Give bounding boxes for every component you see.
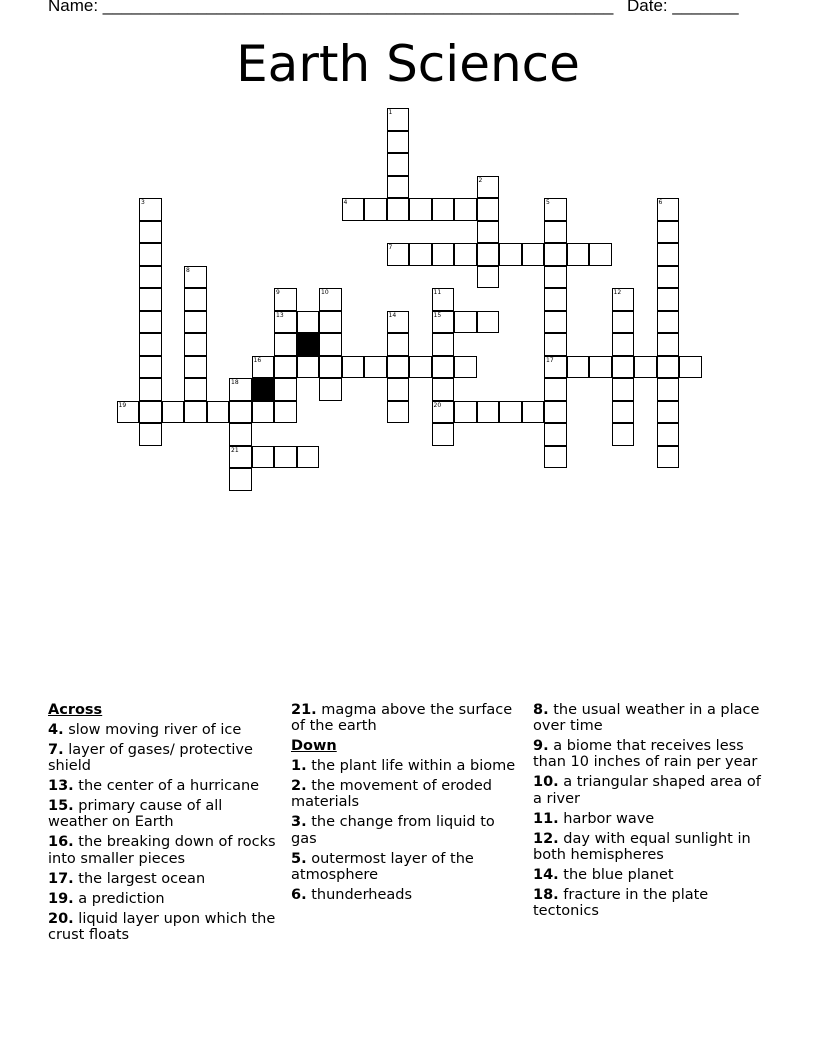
clue-item	[48, 722, 280, 738]
clue-number: 18	[231, 379, 239, 386]
clue-item-text: the blue planet	[558, 866, 674, 883]
grid-cell[interactable]	[544, 333, 567, 356]
grid-cell[interactable]	[432, 333, 455, 356]
grid-cell[interactable]	[544, 401, 567, 424]
grid-cell[interactable]	[432, 311, 455, 334]
grid-cell[interactable]	[387, 198, 410, 221]
clue-item-text: primary cause of all weather on Earth	[48, 798, 223, 831]
clue-item-text: the usual weather in a place over time	[533, 702, 760, 735]
clue-item-number: 12.	[533, 830, 559, 847]
grid-cell[interactable]	[612, 356, 635, 379]
grid-cell[interactable]	[432, 288, 455, 311]
grid-cell[interactable]	[544, 221, 567, 244]
grid-cell[interactable]	[139, 378, 162, 401]
clue-item-number: 16.	[48, 834, 74, 851]
grid-cell[interactable]	[409, 198, 432, 221]
clue-number: 16	[253, 356, 262, 364]
grid-cell[interactable]	[184, 288, 207, 311]
grid-cell[interactable]	[184, 378, 207, 401]
clue-item	[48, 834, 280, 866]
clue-item-text: the center of a hurricane	[73, 778, 260, 795]
grid-cell[interactable]	[297, 446, 320, 469]
grid-cell[interactable]	[184, 333, 207, 356]
clue-item-text: the breaking down of rocks into smaller pieces	[48, 834, 276, 867]
clue-number: 5	[546, 199, 550, 206]
clue-item-text: the movement of eroded materials	[291, 778, 493, 811]
clue-number: 12	[613, 289, 622, 296]
grid-cell[interactable]	[274, 356, 297, 379]
grid-cell[interactable]	[477, 266, 500, 289]
clue-item-number: 18.	[533, 886, 559, 903]
grid-cell[interactable]	[387, 356, 410, 379]
clue-item	[533, 831, 765, 863]
grid-cell[interactable]	[544, 288, 567, 311]
clue-number: 8	[186, 266, 190, 274]
clue-item	[48, 798, 280, 830]
clue-number: 15	[433, 311, 442, 319]
grid-cell[interactable]	[229, 468, 252, 491]
clue-item-number: 5.	[291, 850, 307, 867]
grid-cell[interactable]	[612, 378, 635, 401]
clue-number: 3	[141, 199, 145, 206]
clue-column-2	[291, 702, 523, 907]
clue-item	[291, 814, 523, 846]
clue-column-3	[533, 702, 765, 923]
clue-item-text: a triangular shaped area of a river	[533, 774, 761, 807]
clue-item	[291, 887, 523, 903]
grid-cell[interactable]	[387, 401, 410, 424]
grid-cell[interactable]	[657, 423, 680, 446]
clue-item-number: 13.	[48, 778, 74, 795]
clue-number: 20	[433, 401, 442, 409]
clue-item-number: 21.	[291, 702, 317, 718]
grid-cell[interactable]	[387, 378, 410, 401]
clue-item-text: magma above the surface of the earth	[291, 702, 513, 735]
clue-item	[48, 871, 280, 887]
clue-item-number: 15.	[48, 798, 74, 815]
clue-item-number: 17.	[48, 870, 74, 887]
grid-cell[interactable]	[657, 221, 680, 244]
grid-cell[interactable]	[544, 356, 567, 379]
grid-cell[interactable]	[342, 356, 365, 379]
grid-cell[interactable]	[612, 423, 635, 446]
grid-cell[interactable]	[612, 333, 635, 356]
clue-item-text: layer of gases/ protective shield	[48, 742, 253, 775]
grid-cell[interactable]	[139, 243, 162, 266]
grid-cell[interactable]	[567, 356, 590, 379]
grid-cell[interactable]	[657, 243, 680, 266]
grid-cell[interactable]	[612, 401, 635, 424]
grid-cell[interactable]	[657, 401, 680, 424]
grid-cell[interactable]	[477, 176, 500, 199]
clue-item-number: 6.	[291, 886, 307, 903]
clue-item-number: 3.	[291, 814, 307, 831]
grid-black-cell	[252, 378, 275, 401]
clue-number: 13	[276, 311, 284, 319]
clue-number: 2	[478, 176, 483, 184]
grid-cell[interactable]	[612, 288, 635, 311]
grid-cell[interactable]	[274, 333, 297, 356]
clue-item-number: 4.	[48, 722, 64, 738]
clue-heading-down: Down	[291, 738, 337, 755]
grid-cell[interactable]	[297, 356, 320, 379]
grid-cell[interactable]	[544, 446, 567, 469]
grid-cell[interactable]	[139, 288, 162, 311]
clue-item	[291, 851, 523, 883]
clue-item	[48, 742, 280, 774]
grid-cell[interactable]	[454, 243, 477, 266]
clue-item	[533, 774, 765, 806]
grid-cell[interactable]	[499, 243, 522, 266]
grid-cell[interactable]	[657, 198, 680, 221]
clue-item-number: 14.	[533, 866, 559, 883]
clue-item-number: 10.	[533, 774, 559, 791]
grid-cell[interactable]	[657, 288, 680, 311]
clue-item	[533, 867, 765, 883]
clue-heading-across: Across	[48, 702, 103, 718]
grid-cell[interactable]	[139, 221, 162, 244]
grid-cell[interactable]	[274, 401, 297, 424]
grid-cell[interactable]	[657, 356, 680, 379]
grid-cell[interactable]	[499, 401, 522, 424]
grid-cell[interactable]	[612, 311, 635, 334]
grid-cell[interactable]	[162, 401, 185, 424]
clue-item	[533, 887, 765, 919]
grid-cell[interactable]	[342, 198, 365, 221]
grid-cell[interactable]	[589, 243, 612, 266]
clue-item	[533, 702, 765, 734]
clue-number: 7	[388, 244, 393, 251]
grid-cell[interactable]	[139, 311, 162, 334]
grid-cell[interactable]	[477, 243, 500, 266]
grid-cell[interactable]	[229, 423, 252, 446]
clue-item-number: 7.	[48, 742, 64, 758]
grid-cell[interactable]	[432, 198, 455, 221]
clue-number: 17	[546, 356, 554, 364]
clue-item	[48, 891, 280, 907]
grid-cell[interactable]	[522, 401, 545, 424]
grid-cell[interactable]	[454, 356, 477, 379]
name-field[interactable]: Name: ______________________________________________________	[48, 0, 614, 15]
grid-cell[interactable]	[409, 243, 432, 266]
grid-cell[interactable]	[319, 333, 342, 356]
clue-item	[533, 738, 765, 770]
grid-cell[interactable]	[454, 401, 477, 424]
clue-item-text: day with equal sunlight in both hemispheres	[533, 830, 751, 863]
clue-item-text: liquid layer upon which the crust floats	[48, 910, 276, 943]
clue-item-number: 8.	[533, 702, 549, 718]
grid-cell[interactable]	[274, 288, 297, 311]
clue-item-number: 1.	[291, 758, 307, 775]
grid-cell[interactable]	[454, 198, 477, 221]
grid-cell[interactable]	[274, 311, 297, 334]
grid-black-cell	[297, 333, 320, 356]
grid-cell[interactable]	[139, 198, 162, 221]
clue-item	[291, 702, 523, 734]
grid-cell[interactable]	[657, 446, 680, 469]
grid-cell[interactable]	[139, 401, 162, 424]
grid-cell[interactable]	[297, 311, 320, 334]
grid-cell[interactable]	[252, 446, 275, 469]
clue-item-text: the largest ocean	[73, 870, 206, 887]
grid-cell[interactable]	[184, 311, 207, 334]
grid-cell[interactable]	[409, 356, 432, 379]
grid-cell[interactable]	[477, 221, 500, 244]
grid-cell[interactable]	[387, 131, 410, 154]
grid-cell[interactable]	[364, 198, 387, 221]
clue-number: 19	[118, 401, 127, 409]
clue-number: 1	[388, 109, 393, 116]
grid-cell[interactable]	[117, 401, 140, 424]
grid-cell[interactable]	[432, 401, 455, 424]
grid-cell[interactable]	[387, 176, 410, 199]
grid-cell[interactable]	[364, 356, 387, 379]
clue-item-number: 9.	[533, 738, 549, 755]
grid-cell[interactable]	[387, 243, 410, 266]
grid-cell[interactable]	[657, 333, 680, 356]
clue-item-text: the change from liquid to gas	[291, 814, 495, 847]
grid-cell[interactable]	[679, 356, 702, 379]
grid-cell[interactable]	[207, 401, 230, 424]
grid-cell[interactable]	[387, 108, 410, 131]
grid-cell[interactable]	[319, 288, 342, 311]
grid-cell[interactable]	[544, 311, 567, 334]
date-field[interactable]: Date: _______	[627, 0, 739, 15]
grid-cell[interactable]	[229, 378, 252, 401]
grid-cell[interactable]	[544, 266, 567, 289]
grid-cell[interactable]	[252, 401, 275, 424]
clue-item-number: 20.	[48, 910, 74, 927]
grid-cell[interactable]	[387, 153, 410, 176]
clue-number: 14	[388, 311, 397, 319]
clue-number: 21	[231, 446, 239, 454]
grid-cell[interactable]	[229, 446, 252, 469]
clue-item	[533, 811, 765, 827]
grid-cell[interactable]	[454, 311, 477, 334]
clue-item-text: slow moving river of ice	[63, 722, 242, 738]
puzzle-title: Earth Science	[236, 35, 580, 93]
grid-cell[interactable]	[432, 243, 455, 266]
clue-number: 10	[321, 289, 329, 296]
grid-cell[interactable]	[567, 243, 590, 266]
grid-cell[interactable]	[319, 378, 342, 401]
grid-cell[interactable]	[432, 423, 455, 446]
grid-cell[interactable]	[432, 378, 455, 401]
grid-cell[interactable]	[477, 401, 500, 424]
grid-cell[interactable]	[657, 378, 680, 401]
clue-item-text: the plant life within a biome	[306, 758, 516, 775]
grid-cell[interactable]	[184, 401, 207, 424]
grid-cell[interactable]	[477, 198, 500, 221]
grid-cell[interactable]	[274, 446, 297, 469]
grid-cell[interactable]	[657, 311, 680, 334]
grid-cell[interactable]	[184, 356, 207, 379]
clue-number: 6	[658, 199, 663, 206]
grid-cell[interactable]	[544, 378, 567, 401]
grid-cell[interactable]	[139, 266, 162, 289]
grid-cell[interactable]	[274, 378, 297, 401]
grid-cell[interactable]	[319, 356, 342, 379]
clue-item-text: harbor wave	[558, 810, 655, 827]
clue-item	[48, 911, 280, 943]
clue-item-text: a prediction	[73, 890, 165, 907]
grid-cell[interactable]	[657, 266, 680, 289]
grid-cell[interactable]	[544, 423, 567, 446]
grid-cell[interactable]	[229, 401, 252, 424]
clue-item	[291, 758, 523, 774]
clue-column-1	[48, 702, 280, 947]
clue-item-text: outermost layer of the atmosphere	[291, 850, 474, 883]
clue-item-number: 11.	[533, 810, 559, 827]
grid-cell[interactable]	[544, 198, 567, 221]
clue-number: 4	[343, 199, 348, 206]
clue-item-text: thunderheads	[306, 886, 413, 903]
grid-cell[interactable]	[477, 311, 500, 334]
grid-cell[interactable]	[432, 356, 455, 379]
grid-cell[interactable]	[522, 243, 545, 266]
grid-cell[interactable]	[387, 311, 410, 334]
clue-number: 11	[433, 289, 442, 296]
clue-number: 9	[276, 289, 280, 296]
grid-cell[interactable]	[139, 356, 162, 379]
grid-cell[interactable]	[252, 356, 275, 379]
clue-item	[48, 778, 280, 794]
clue-item-number: 19.	[48, 890, 74, 907]
grid-cell[interactable]	[319, 311, 342, 334]
grid-cell[interactable]	[589, 356, 612, 379]
grid-cell[interactable]	[139, 423, 162, 446]
grid-cell[interactable]	[634, 356, 657, 379]
clue-item-text: fracture in the plate tectonics	[533, 886, 709, 920]
clue-item-number: 2.	[291, 778, 307, 795]
clue-item	[291, 778, 523, 810]
clue-item-text: a biome that receives less than 10 inches of rain per year	[533, 738, 758, 771]
grid-cell[interactable]	[184, 266, 207, 289]
grid-cell[interactable]	[387, 333, 410, 356]
grid-cell[interactable]	[544, 243, 567, 266]
grid-cell[interactable]	[139, 333, 162, 356]
